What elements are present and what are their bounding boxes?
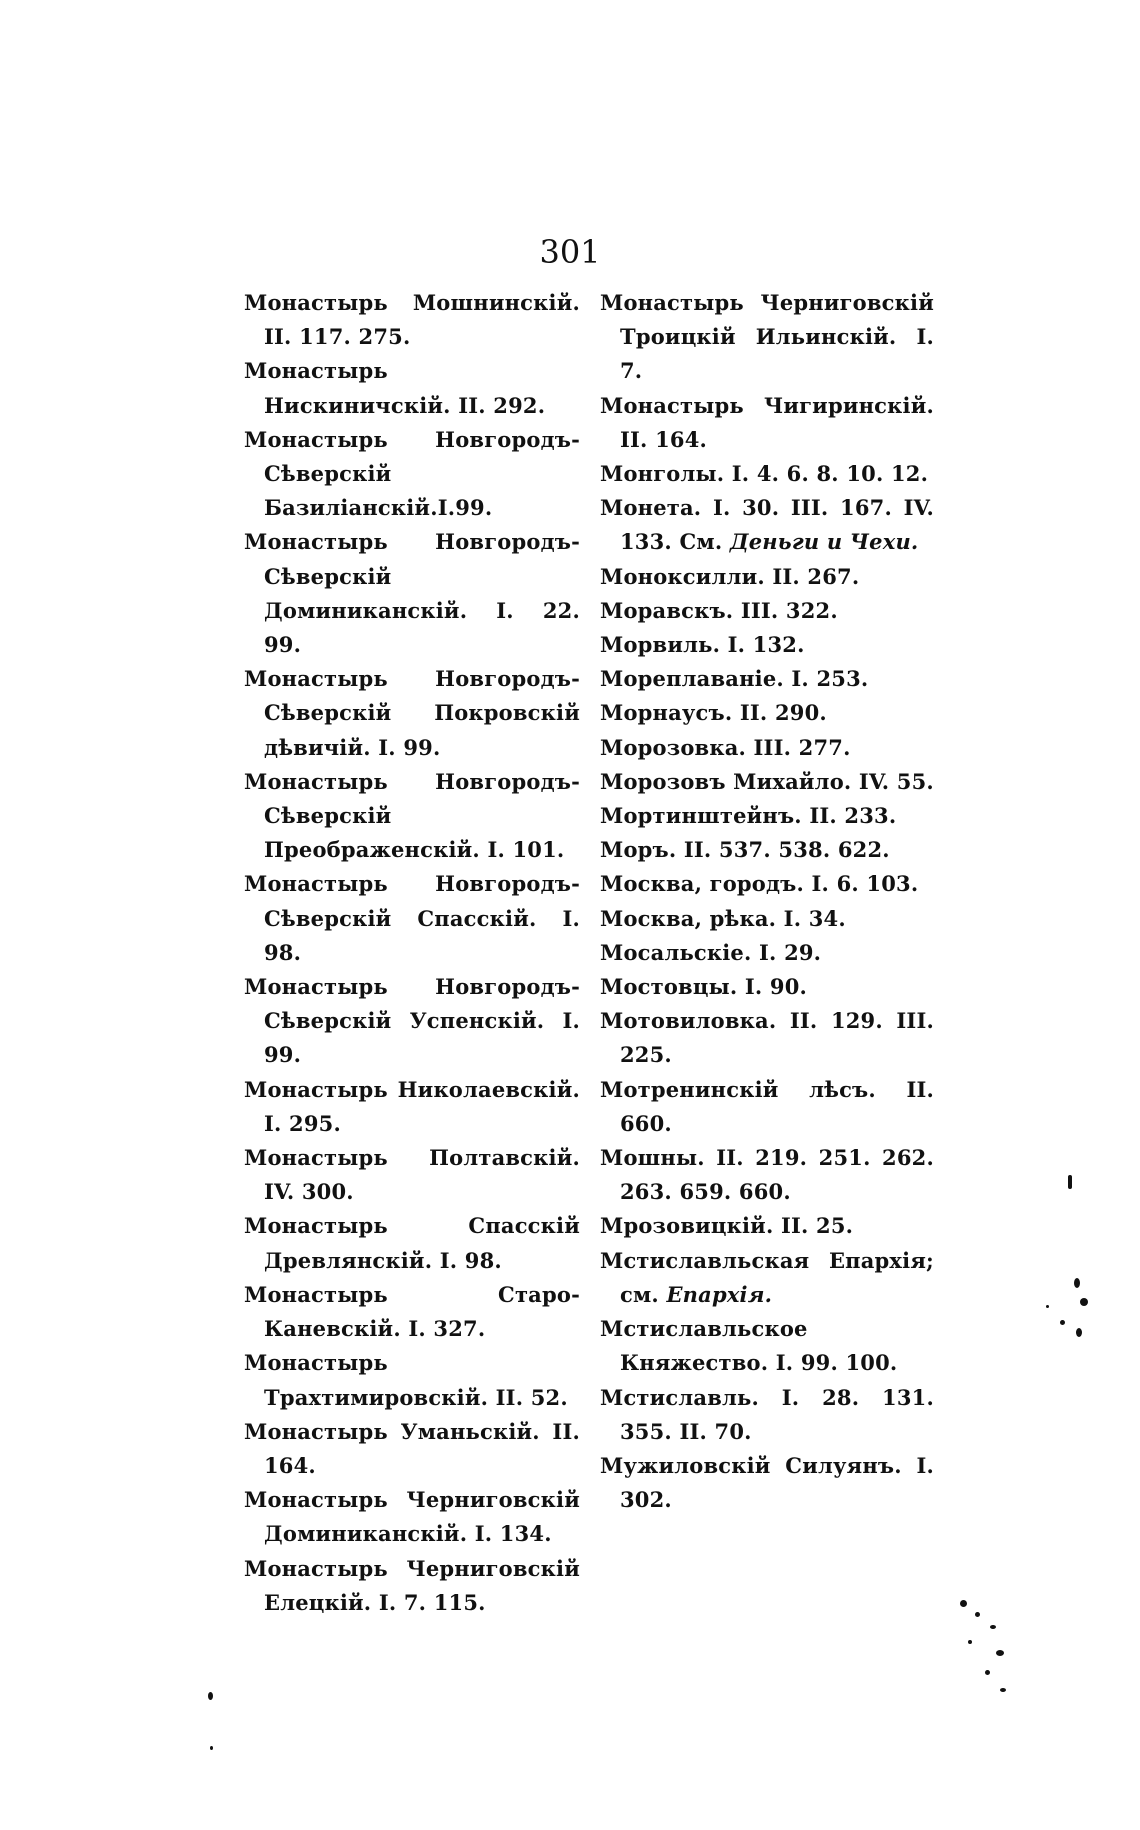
index-entry — [600, 628, 934, 662]
index-entry: Монастырь Николаевскій. I. 295. — [244, 1076, 580, 1136]
index-entry — [600, 936, 934, 970]
index-entry — [600, 1004, 934, 1072]
index-entry: Монастырь Новгородъ-Сѣверскій Базиліанскій.I.99. — [244, 426, 580, 521]
print-speck — [1046, 1305, 1049, 1308]
index-entry-text: Мстиславльское Княжество. I. 99. 100. — [600, 1316, 898, 1376]
index-entry: Монастырь Уманьскій. II. 164. — [244, 1418, 580, 1478]
index-entry-text: Моравскъ. III. 322. — [600, 597, 838, 623]
print-speck — [1080, 1298, 1088, 1306]
index-entry-text: Мотренинскій лѣсъ. II. 660. — [600, 1076, 934, 1136]
print-speck — [1068, 1175, 1072, 1189]
index-entry: Монастырь Новгородъ-Сѣверскій Доминиканскій. I. 22. 99. — [244, 529, 580, 658]
index-entry: Монастырь Старо-Каневскій. I. 327. — [244, 1281, 580, 1342]
index-entry-text: Морвиль. I. 132. — [600, 632, 805, 658]
index-entry: Монастырь Мошнинскій. II. 117. 275. — [244, 290, 580, 350]
index-entry — [600, 457, 934, 491]
index-entry — [600, 1141, 934, 1209]
print-speck — [996, 1650, 1004, 1656]
index-entry: Монастырь Трахтимировскій. II. 52. — [244, 1350, 568, 1410]
index-entry-text: Мстиславльская Епархія; см. — [600, 1247, 934, 1307]
print-speck — [208, 1692, 213, 1700]
index-entry — [600, 1244, 934, 1312]
index-entry-reference: Епархія. — [666, 1281, 773, 1307]
print-speck — [1076, 1328, 1082, 1337]
index-entry-text: Морнаусъ. II. 290. — [600, 700, 827, 726]
index-entry-text: Морозовка. III. 277. — [600, 734, 851, 760]
index-entry: Монастырь Новгородъ-Сѣверскій Преображенскій. I. 101. — [244, 768, 580, 863]
index-entry: Монастырь Нискиничскій. II. 292. — [244, 358, 546, 418]
index-entry — [600, 491, 934, 559]
print-speck — [210, 1746, 213, 1750]
index-entry — [600, 560, 934, 594]
index-entry — [600, 662, 934, 696]
index-entry-reference: Деньги и Чехи. — [729, 529, 919, 555]
index-entry-text: Мужиловскій Силуянъ. I. 302. — [600, 1452, 934, 1513]
index-entry-text: Мортинштейнъ. II. 233. — [600, 803, 897, 829]
index-column-left — [244, 286, 580, 1620]
index-entry-text: Моноксилли. II. 267. — [600, 563, 860, 589]
index-entry-text: Монастырь Черниговскій Троицкій Ильинскій. I. 7. — [600, 290, 934, 384]
index-entry-text: Мрозовицкій. II. 25. — [600, 1213, 854, 1239]
index-entry-text: Москва, городъ. I. 6. 103. — [600, 871, 919, 897]
index-entry-text: Мошны. II. 219. 251. 262. 263. 659. 660. — [600, 1145, 934, 1205]
index-entry-text: Мстиславль. I. 28. 131. 355. II. 70. — [600, 1384, 934, 1444]
index-entry: Монастырь Новгородъ-Сѣверскій Успенскій. I. 99. — [244, 974, 580, 1068]
index-entry: Монастырь Спасскій Древлянскій. I. 98. — [244, 1213, 580, 1273]
index-entry — [600, 286, 934, 389]
index-entry — [600, 1381, 934, 1449]
index-entry-text: Мосальскіе. I. 29. — [600, 939, 822, 965]
index-entry-text: Мореплаваніе. I. 253. — [600, 666, 869, 692]
index-entry: Монастырь Черниговскій Елецкій. I. 7. 115. — [244, 1555, 580, 1615]
index-entry-text: Монета. I. 30. III. 167. IV. 133. См. — [600, 495, 934, 555]
index-entry: Монастырь Черниговскій Доминиканскій. I. 134. — [244, 1487, 580, 1547]
index-entry-text: Морозовъ Михайло. IV. 55. — [600, 768, 934, 794]
index-entry — [600, 1312, 934, 1380]
index-entry — [600, 799, 934, 833]
index-entry: Монастырь Новгородъ-Сѣверскій Спасскій. I. 98. — [244, 871, 580, 965]
index-entry — [600, 696, 934, 730]
index-entry-text: Монголы. I. 4. 6. 8. 10. 12. — [600, 461, 929, 487]
index-entry — [600, 765, 934, 799]
index-entry — [600, 389, 934, 457]
print-speck — [985, 1670, 990, 1675]
print-speck — [1060, 1320, 1065, 1325]
index-entry — [600, 970, 934, 1004]
print-speck — [968, 1640, 972, 1644]
index-entry — [600, 1209, 934, 1243]
index-entry-text: Моръ. II. 537. 538. 622. — [600, 837, 890, 863]
page-number: 301 — [539, 233, 601, 271]
index-entry — [600, 1449, 934, 1517]
index-entry-text: Мотовиловка. II. 129. III. 225. — [600, 1008, 934, 1068]
index-entry — [600, 902, 934, 936]
index-entry — [600, 731, 934, 765]
index-entry-text: Монастырь Чигиринскій. II. 164. — [600, 392, 934, 452]
index-entry — [600, 833, 934, 867]
print-speck — [1074, 1278, 1080, 1288]
index-entry-text: Мостовцы. I. 90. — [600, 974, 808, 1000]
index-entry — [600, 1073, 934, 1141]
index-entry — [600, 867, 934, 901]
index-column-right — [600, 286, 934, 1517]
print-speck — [990, 1625, 996, 1629]
index-entry: Монастырь Новгородъ-Сѣверскій Покровскій дѣвичій. I. 99. — [244, 666, 580, 760]
print-speck — [960, 1600, 967, 1607]
index-entry — [600, 594, 934, 628]
print-speck — [975, 1612, 980, 1617]
index-entry: Монастырь Полтавскій. IV. 300. — [244, 1145, 580, 1205]
print-speck — [1000, 1688, 1006, 1692]
index-entry-text: Москва, рѣка. I. 34. — [600, 905, 846, 931]
